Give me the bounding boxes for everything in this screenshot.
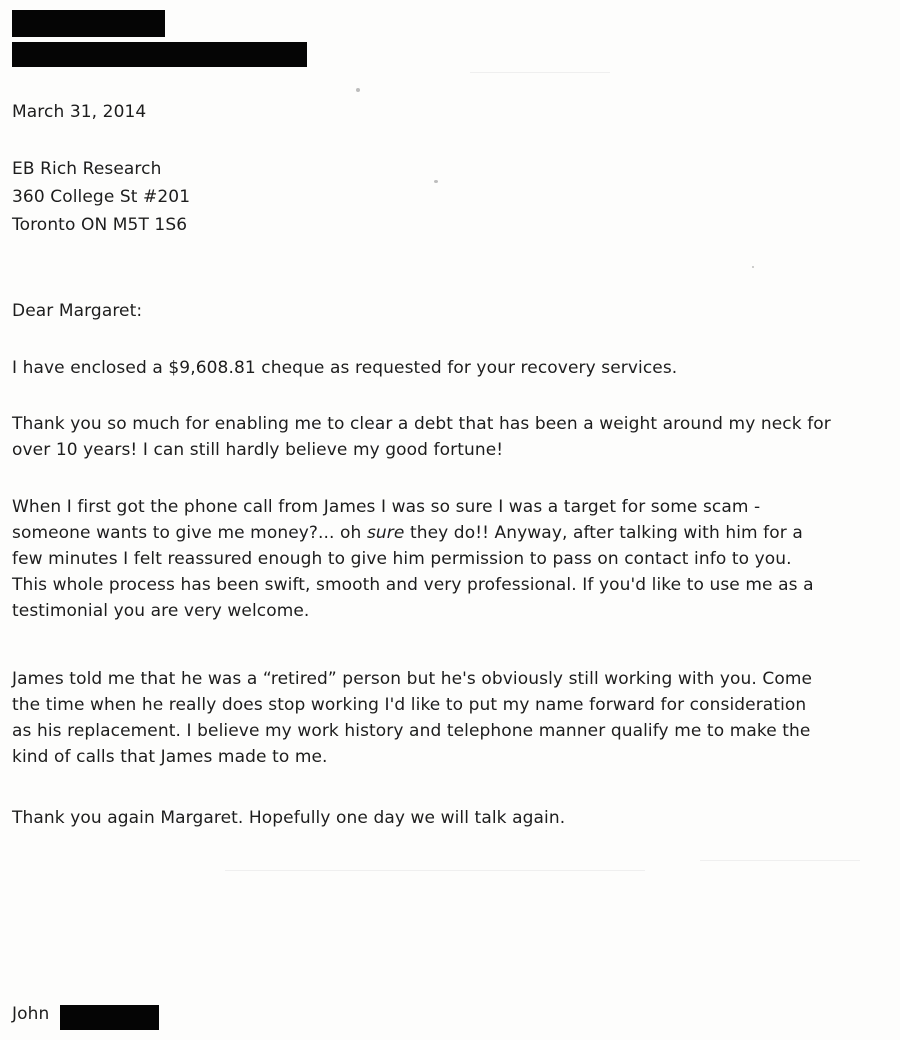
recipient-name: EB Rich Research — [12, 159, 162, 179]
scan-faint-line — [700, 860, 860, 861]
paragraph-1: I have enclosed a $9,608.81 cheque as requested for your recovery services. — [12, 358, 678, 378]
paragraph-2-line: over 10 years! I can still hardly believe my good fortune! — [12, 440, 504, 460]
paragraph-3-line — [12, 520, 814, 546]
redacted-sender-address — [12, 42, 307, 67]
paragraph-3-line-text: someone wants to give me money?... oh — [12, 523, 367, 543]
recipient-city: Toronto ON M5T 1S6 — [12, 215, 188, 235]
paragraph-4-line: as his replacement. I believe my work history and telephone manner qualify me to make the — [12, 721, 811, 741]
scan-faint-line — [225, 870, 645, 871]
paragraph-2-line: Thank you so much for enabling me to clear a debt that has been a weight around my neck for — [12, 414, 831, 434]
scan-faint-line — [470, 72, 610, 73]
scan-speck — [752, 266, 754, 268]
paragraph-4-line: kind of calls that James made to me. — [12, 747, 328, 767]
letter-date: March 31, 2014 — [12, 102, 147, 122]
paragraph-3-line-text: they do!! Anyway, after talking with him for a — [404, 523, 803, 543]
paragraph-4-line: James told me that he was a “retired” person but he's obviously still working with you. Come — [12, 669, 813, 689]
salutation: Dear Margaret: — [12, 301, 143, 321]
paragraph-4-line: the time when he really does stop working I'd like to put my name forward for consideration — [12, 695, 807, 715]
scan-speck — [434, 180, 438, 183]
closing-line: Thank you again Margaret. Hopefully one day we will talk again. — [12, 808, 566, 828]
paragraph-3-line: testimonial you are very welcome. — [12, 601, 310, 621]
paragraph-2 — [12, 411, 831, 463]
signature-first-name: John — [12, 1004, 50, 1024]
recipient-street: 360 College St #201 — [12, 187, 191, 207]
scan-speck — [356, 88, 360, 92]
paragraph-3-line: When I first got the phone call from James I was so sure I was a target for some scam - — [12, 497, 761, 517]
paragraph-3-line: This whole process has been swift, smooth and very professional. If you'd like to use me as a — [12, 575, 814, 595]
paragraph-3-line: few minutes I felt reassured enough to give him permission to pass on contact info to you. — [12, 549, 792, 569]
redacted-sender-name — [12, 10, 165, 37]
redacted-signature-surname — [60, 1005, 159, 1030]
paragraph-4 — [12, 666, 812, 770]
emphasized-word: sure — [366, 523, 405, 543]
paragraph-3 — [12, 494, 814, 624]
